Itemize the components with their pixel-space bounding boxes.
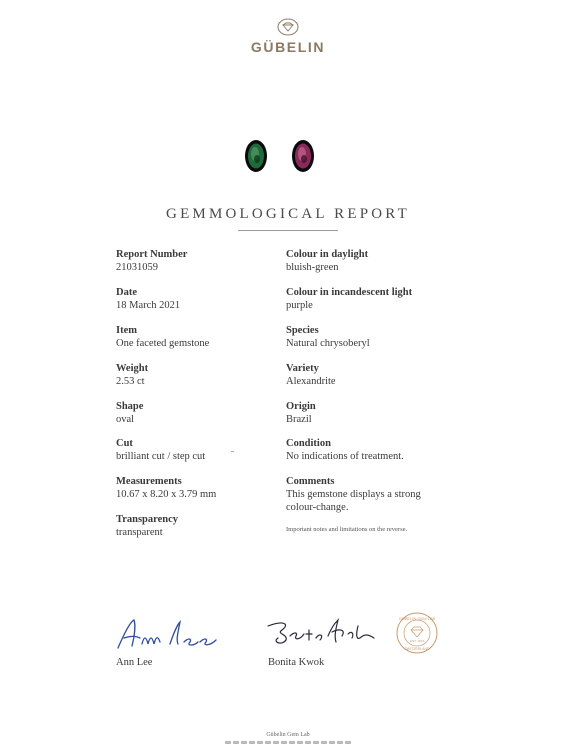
field-weight — [116, 362, 286, 388]
svg-text:GÜBELIN GEM LAB: GÜBELIN GEM LAB — [398, 616, 436, 621]
field-item — [116, 324, 286, 350]
field-value: bluish-green — [286, 262, 339, 273]
field-label: Variety — [286, 363, 319, 374]
svg-text:EST. 1923: EST. 1923 — [410, 639, 424, 643]
field-label: Transparency — [116, 514, 179, 525]
lab-seal-stamp — [396, 612, 438, 654]
footer-address-faded — [225, 741, 351, 744]
field-label: Origin — [286, 401, 316, 412]
field-measurements — [116, 475, 286, 501]
report-title: GEMMOLOGICAL REPORT — [166, 206, 410, 222]
field-value: 18 March 2021 — [116, 300, 181, 311]
signature-bonita-kwok — [264, 616, 384, 650]
field-value: purple — [286, 300, 313, 311]
field-colour-incandescent — [286, 286, 486, 312]
field-label: Shape — [116, 401, 144, 412]
field-value: Brazil — [286, 414, 312, 425]
gemstone-daylight-photo — [245, 140, 267, 172]
field-origin — [286, 400, 486, 426]
field-label: Report Number — [116, 249, 188, 260]
field-shape — [116, 400, 286, 426]
field-value: No indications of treatment. — [286, 451, 404, 462]
field-label: Species — [286, 325, 319, 336]
field-value: transparent — [116, 527, 163, 538]
field-report-number — [116, 248, 286, 274]
field-cut — [116, 437, 286, 463]
field-date — [116, 286, 286, 312]
brand-name: GÜBELIN — [250, 39, 326, 55]
field-value: 21031059 — [116, 262, 158, 273]
field-label: Colour in incandescent light — [286, 287, 413, 298]
field-value-continued: colour-change. — [286, 502, 349, 513]
field-label: Cut — [116, 438, 133, 449]
svg-text:SWITZERLAND: SWITZERLAND — [404, 647, 430, 651]
signatory-name: Ann Lee — [116, 657, 153, 668]
signatory-name: Bonita Kwok — [268, 657, 325, 668]
field-label: Weight — [116, 363, 149, 374]
field-label: Colour in daylight — [286, 249, 369, 260]
field-variety — [286, 362, 486, 388]
field-species — [286, 324, 486, 350]
field-value: Alexandrite — [286, 376, 336, 387]
field-value: One faceted gemstone — [116, 338, 210, 349]
field-transparency — [116, 513, 286, 539]
reverse-notice: Important notes and limitations on the reverse. — [286, 526, 408, 533]
field-value: Natural chrysoberyl — [286, 338, 370, 349]
footer-lab-name: Gübelin Gem Lab — [266, 732, 310, 738]
field-value: brilliant cut / step cut — [116, 451, 206, 462]
field-value: This gemstone displays a strong — [286, 489, 421, 500]
gemstone-incandescent-photo — [292, 140, 314, 172]
field-condition — [286, 437, 486, 463]
field-comments — [286, 475, 486, 514]
field-label: Condition — [286, 438, 331, 449]
emblem-icon — [277, 18, 299, 36]
field-label: Comments — [286, 476, 335, 487]
field-value: 2.53 ct — [116, 376, 145, 387]
field-label: Item — [116, 325, 137, 336]
brand-emblem — [0, 18, 576, 41]
signature-ann-lee — [114, 614, 226, 654]
field-colour-daylight — [286, 248, 486, 274]
field-label: Date — [116, 287, 137, 298]
stray-mark — [231, 451, 234, 452]
field-value: 10.67 x 8.20 x 3.79 mm — [116, 489, 217, 500]
field-label: Measurements — [116, 476, 182, 487]
field-value: oval — [116, 414, 135, 425]
title-divider — [238, 230, 338, 231]
